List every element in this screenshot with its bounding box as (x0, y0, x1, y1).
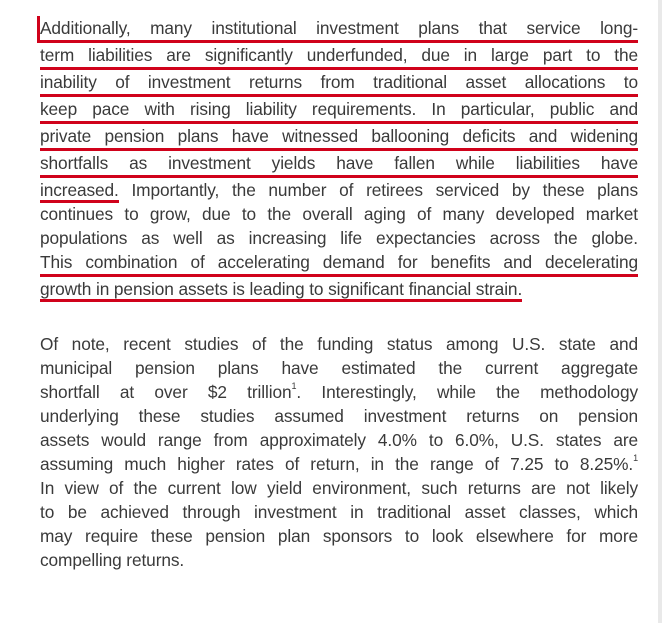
underlined-phrase: increased. (40, 180, 119, 203)
underlined-line: term liabilities are significantly underfunded, due in large part to the (40, 43, 638, 70)
footnote-marker: 1 (291, 381, 297, 391)
text-line: to be achieved through investment in traditional asset classes, which (40, 502, 638, 522)
text-line: compelling returns. (40, 550, 185, 570)
underlined-line: private pension plans have witnessed ballooning deficits and widening (40, 124, 638, 151)
paragraph-underfunded-plans (40, 16, 638, 301)
footnote-marker: 1 (633, 453, 638, 463)
text-line: populations as well as increasing life expectancies across the globe. (40, 228, 638, 248)
scrollbar-track[interactable] (658, 0, 662, 623)
text-line: underlying these studies assumed investment returns on pension (40, 406, 638, 426)
text-line (40, 178, 638, 202)
text-line: assets would range from approximately 4.0% to 6.0%, U.S. states are (40, 430, 638, 450)
text-fragment: assuming much higher rates of return, in the range of 7.25 to 8.25%. (40, 454, 634, 474)
text-line: may require these pension plan sponsors to look elsewhere for more (40, 526, 638, 546)
underlined-line: Additionally, many institutional investment plans that service long- (37, 16, 638, 43)
text-line (40, 380, 638, 404)
underlined-line: shortfalls as investment yields have fallen while liabilities have (40, 151, 638, 178)
text-line: continues to grow, due to the overall aging of many developed market (40, 204, 638, 224)
underlined-line: keep pace with rising liability requirements. In particular, public and (40, 97, 638, 124)
underlined-phrase: growth in pension assets is leading to significant financial strain. (40, 279, 522, 302)
text-fragment: shortfall at over $2 trillion (40, 382, 292, 402)
text-line: Of note, recent studies of the funding status among U.S. state and (40, 334, 638, 354)
underlined-line-last (40, 277, 638, 301)
paragraph-funding-status (40, 332, 638, 572)
text-line (40, 452, 638, 476)
text-fragment: . Interestingly, while the methodology (296, 382, 638, 402)
text-line: municipal pension plans have estimated the current aggregate (40, 358, 638, 378)
underlined-line: This combination of accelerating demand for benefits and decelerating (40, 250, 638, 277)
text-fragment: Importantly, the number of retirees serviced by these plans (118, 180, 638, 200)
text-line: In view of the current low yield environment, such returns are not likely (40, 478, 638, 498)
underlined-line: inability of investment returns from traditional asset allocations to (40, 70, 638, 97)
